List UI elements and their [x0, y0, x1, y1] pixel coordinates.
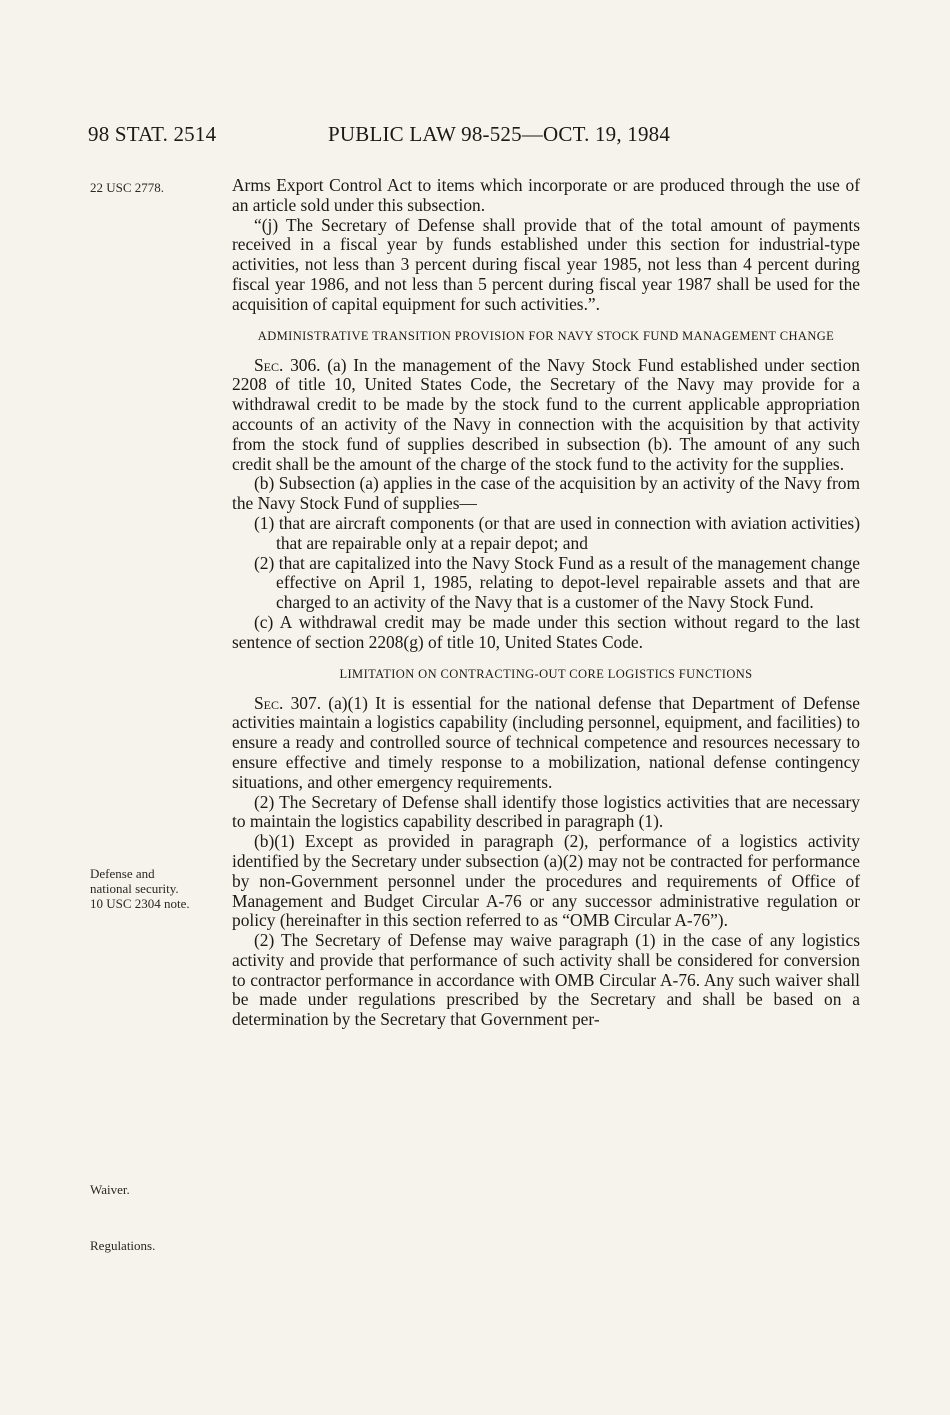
statute-body: [232, 176, 860, 1030]
section-text: 306. (a) In the management of the Navy Stock Fund established under section 2208 of title 10, United States Code, the Secretary of the Navy may provide for a withdrawal credit to be made by the stock fund to the current applicable appropriation accounts of an activity of the Navy in connection with the acquisition by that activity from the stock fund of supplies described in subsection (b). The amount of any such credit shall be the amount of the charge of the stock fund to the activity for the supplies.: [232, 354, 860, 474]
margin-note-usc-2778: 22 USC 2778.: [90, 180, 165, 195]
section-label: Sec.: [254, 692, 284, 713]
paragraph-subsection-j: “(j) The Secretary of Defense shall provide that of the total amount of payments received in a fiscal year by funds established under this section for industrial-type activities, not less than 3 percent during fiscal year 1985, not less than 4 percent during fiscal year 1986, and not less than 5 percent during fiscal year 1987 shall be used for the acquisition of capital equipment for such activities.”.: [232, 214, 860, 314]
section-heading-307: LIMITATION ON CONTRACTING-OUT CORE LOGISTICS FUNCTIONS: [339, 666, 753, 681]
paragraph-sec-306-c: (c) A withdrawal credit may be made under this section without regard to the last sentence of section 2208(g) of title 10, United States Code.: [232, 611, 860, 652]
margin-note-defense-security: [90, 866, 190, 911]
margin-note-waiver: Waiver.: [90, 1182, 130, 1197]
margin-note-usc-2304: 10 USC 2304 note.: [90, 896, 190, 911]
page-title: PUBLIC LAW 98-525—OCT. 19, 1984: [328, 122, 671, 146]
section-label: Sec.: [254, 354, 284, 375]
paragraph-sec-306-b-2: (2) that are capitalized into the Navy Stock Fund as a result of the management change effective on April 1, 1985, relating to depot-level repairable assets and that are charged to an activity of the Navy that is a customer of the Navy Stock Fund.: [254, 552, 860, 613]
statute-page-number: 98 STAT. 2514: [88, 122, 217, 146]
paragraph-sec-307-b-1: (b)(1) Except as provided in paragraph (2), performance of a logistics activity identified by the Secretary under subsection (a)(2) may not be contracted for performance by non-Government personnel under the procedures and requirements of Office of Management and Budget Circular A-76 or any successor administrative regulation or policy (hereinafter in this section referred to as “OMB Circular A-76”).: [232, 831, 860, 931]
paragraph-sec-307-a-2: (2) The Secretary of Defense shall identify those logistics activities that are necessary to maintain the logistics capability described in paragraph (1).: [232, 791, 860, 832]
margin-note-defense-label: Defense and national security.: [90, 866, 179, 896]
paragraph-sec-306-b-1: (1) that are aircraft components (or that are used in connection with aviation activities) that are repairable only at a repair depot; and: [254, 512, 860, 553]
paragraph-sec-306-a: [232, 356, 860, 475]
paragraph-sec-306-b: (b) Subsection (a) applies in the case of the acquisition by an activity of the Navy from the Navy Stock Fund of supplies—: [232, 473, 860, 514]
margin-note-regulations: Regulations.: [90, 1238, 156, 1253]
paragraph-continuation: Arms Export Control Act to items which incorporate or are produced through the use of an article sold under this subsection.: [232, 175, 860, 215]
paragraph-sec-307-a-1: [232, 694, 860, 793]
section-heading-306: ADMINISTRATIVE TRANSITION PROVISION FOR NAVY STOCK FUND MANAGEMENT CHANGE: [257, 328, 835, 343]
paragraph-sec-307-b-2: (2) The Secretary of Defense may waive paragraph (1) in the case of any logistics activity and provide that performance of such activity shall be considered for conversion to contractor performance in accordance with OMB Circular A-76. Any such waiver shall be made under regulations prescribed by the Secretary and shall be based on a determination by the Secretary that Government per-: [232, 930, 860, 1030]
section-text: 307. (a)(1) It is essential for the national defense that Department of Defense activities maintain a logistics capability (including personnel, equipment, and facilities) to ensure a ready and controlled source of technical competence and resources necessary to ensure effective and timely response to a mobilization, national defense contingency situations, and other emergency requirements.: [232, 692, 860, 792]
